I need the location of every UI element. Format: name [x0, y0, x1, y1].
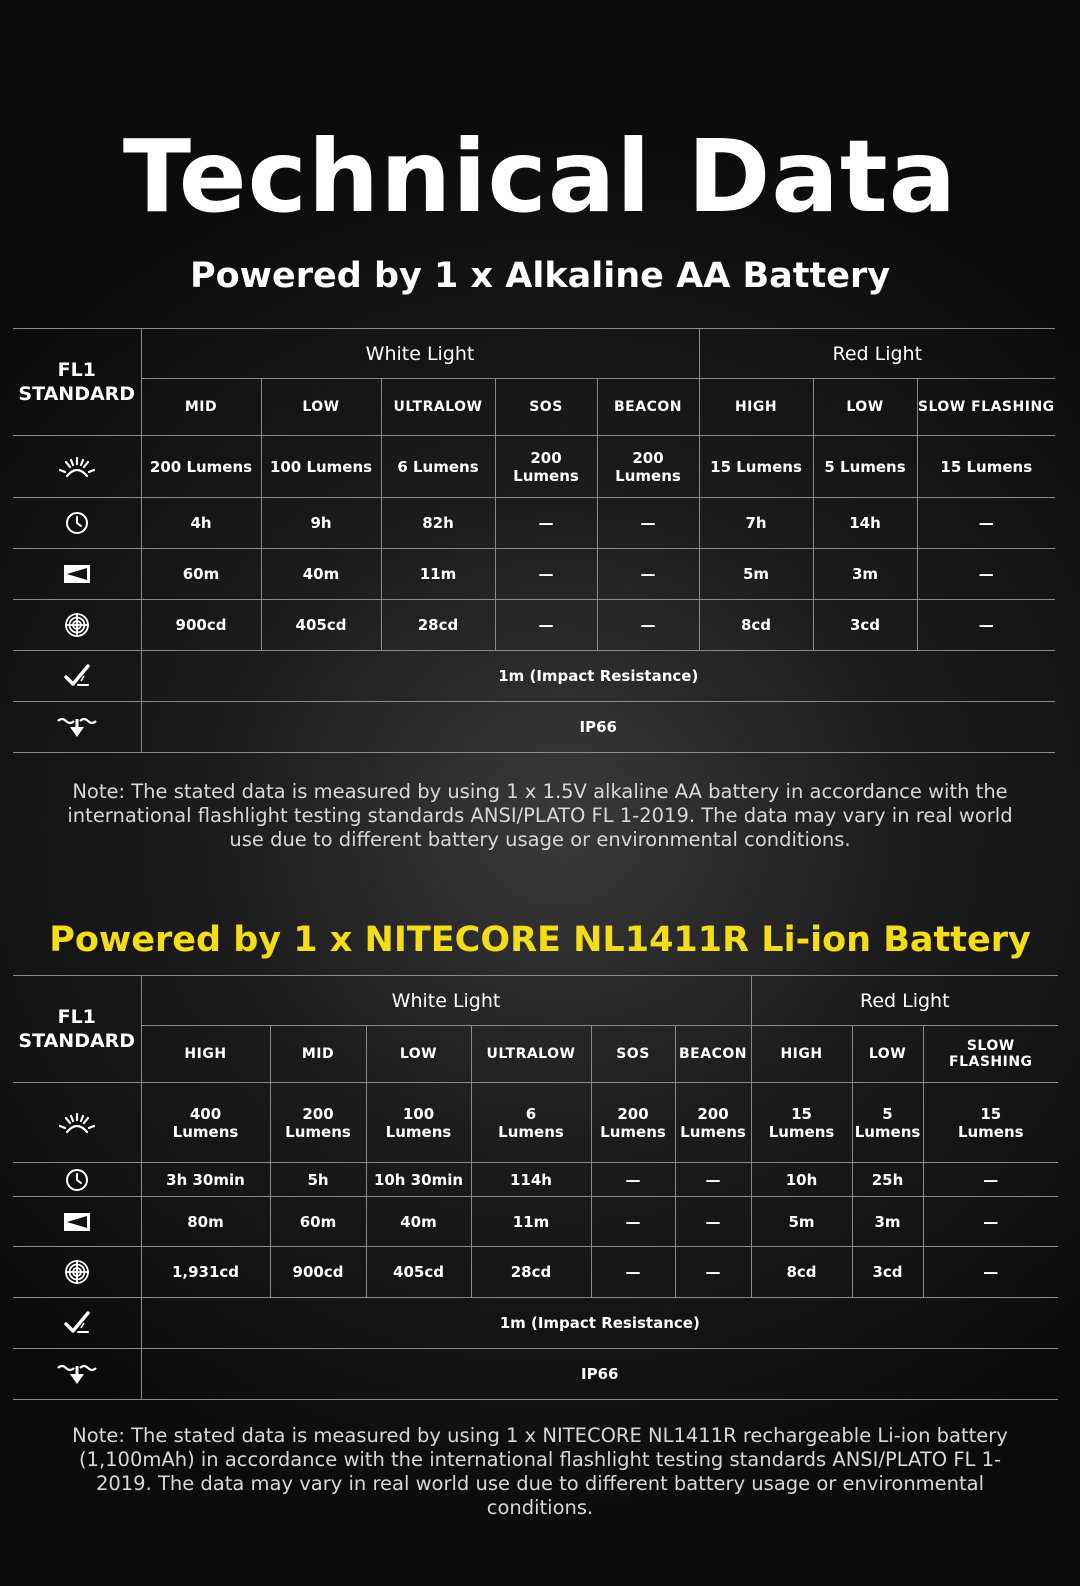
intensity-cell: 900cd	[270, 1247, 366, 1298]
runtime-cell: 3h 30min	[141, 1163, 270, 1197]
output-icon	[59, 1112, 95, 1134]
output-cell: 100 Lumens	[261, 436, 381, 498]
intensity-cell: —	[675, 1247, 751, 1298]
distance-cell: 60m	[141, 549, 261, 600]
intensity-row-icon	[13, 600, 141, 651]
mode-header: HIGH	[751, 1026, 852, 1083]
mode-header: MID	[141, 379, 261, 436]
output-cell: 200 Lumens	[495, 436, 597, 498]
output-cell: 5 Lumens	[813, 436, 917, 498]
impact-resistance-icon	[64, 1311, 90, 1335]
output-cell: 200 Lumens	[597, 436, 699, 498]
output-cell: 200 Lumens	[270, 1083, 366, 1163]
intensity-cell: —	[591, 1247, 675, 1298]
standard-label: FL1 STANDARD	[13, 329, 141, 436]
distance-cell: 80m	[141, 1197, 270, 1247]
runtime-row-icon	[13, 498, 141, 549]
beam-distance-icon	[63, 1212, 91, 1232]
output-cell: 15 Lumens	[699, 436, 813, 498]
runtime-cell: 82h	[381, 498, 495, 549]
runtime-cell: 7h	[699, 498, 813, 549]
runtime-cell: 10h	[751, 1163, 852, 1197]
runtime-cell: 9h	[261, 498, 381, 549]
distance-cell: 3m	[852, 1197, 923, 1247]
distance-cell: —	[591, 1197, 675, 1247]
beam-distance-icon	[63, 564, 91, 584]
distance-cell: 60m	[270, 1197, 366, 1247]
intensity-cell: —	[495, 600, 597, 651]
intensity-cell: 405cd	[261, 600, 381, 651]
distance-cell: —	[675, 1197, 751, 1247]
mode-header: BEACON	[597, 379, 699, 436]
mode-header: LOW	[813, 379, 917, 436]
peak-intensity-icon	[64, 1259, 90, 1285]
runtime-cell: 5h	[270, 1163, 366, 1197]
mode-header: HIGH	[699, 379, 813, 436]
output-cell: 15 Lumens	[923, 1083, 1058, 1163]
runtime-cell: 14h	[813, 498, 917, 549]
intensity-cell: —	[923, 1247, 1058, 1298]
intensity-cell: 3cd	[813, 600, 917, 651]
impact-cell: 1m (Impact Resistance)	[141, 651, 1055, 702]
spec-table-alkaline	[13, 328, 1055, 753]
mode-header: ULTRALOW	[471, 1026, 591, 1083]
distance-row-icon	[13, 1197, 141, 1247]
page-title: Technical Data	[122, 118, 958, 235]
output-icon	[59, 456, 95, 478]
section2-subtitle: Powered by 1 x NITECORE NL1411R Li-ion Battery	[49, 920, 1031, 960]
output-cell: 15 Lumens	[917, 436, 1055, 498]
runtime-cell: 4h	[141, 498, 261, 549]
output-cell: 200 Lumens	[591, 1083, 675, 1163]
intensity-cell: 900cd	[141, 600, 261, 651]
waterproof-icon	[56, 715, 98, 739]
distance-cell: —	[597, 549, 699, 600]
section1-subtitle: Powered by 1 x Alkaline AA Battery	[189, 256, 891, 296]
impact-row-icon	[13, 1298, 141, 1349]
mode-header: SOS	[495, 379, 597, 436]
distance-cell: 40m	[261, 549, 381, 600]
waterproof-row-icon	[13, 702, 141, 753]
distance-cell: —	[917, 549, 1055, 600]
runtime-cell: —	[917, 498, 1055, 549]
mode-header: SLOW FLASHING	[917, 379, 1055, 436]
ip-rating-cell: IP66	[141, 1349, 1058, 1400]
spec-table-liion	[13, 975, 1058, 1400]
intensity-cell: —	[597, 600, 699, 651]
section1-note: Note: The stated data is measured by using 1 x 1.5V alkaline AA battery in accordance with the international flashlight testing standards ANSI/PLATO FL 1-2019. The data may vary in real world use due to different battery usage or environmental conditions.	[67, 780, 1013, 851]
mode-header: LOW	[852, 1026, 923, 1083]
mode-header: LOW	[261, 379, 381, 436]
runtime-cell: —	[923, 1163, 1058, 1197]
mode-header: MID	[270, 1026, 366, 1083]
waterproof-icon	[56, 1362, 98, 1386]
intensity-cell: 28cd	[381, 600, 495, 651]
intensity-cell: —	[917, 600, 1055, 651]
output-cell: 6 Lumens	[471, 1083, 591, 1163]
distance-cell: 5m	[699, 549, 813, 600]
distance-cell: 5m	[751, 1197, 852, 1247]
peak-intensity-icon	[64, 612, 90, 638]
runtime-cell: —	[597, 498, 699, 549]
white-light-header: White Light	[141, 329, 699, 379]
distance-cell: 11m	[381, 549, 495, 600]
white-light-header: White Light	[141, 976, 751, 1026]
output-cell: 6 Lumens	[381, 436, 495, 498]
runtime-cell: 114h	[471, 1163, 591, 1197]
waterproof-row-icon	[13, 1349, 141, 1400]
mode-header: SOS	[591, 1026, 675, 1083]
runtime-cell: 10h 30min	[366, 1163, 471, 1197]
mode-header: SLOW FLASHING	[923, 1026, 1058, 1083]
intensity-cell: 405cd	[366, 1247, 471, 1298]
runtime-cell: 25h	[852, 1163, 923, 1197]
output-cell: 200 Lumens	[675, 1083, 751, 1163]
distance-cell: 11m	[471, 1197, 591, 1247]
distance-cell: —	[923, 1197, 1058, 1247]
runtime-cell: —	[675, 1163, 751, 1197]
output-cell: 15 Lumens	[751, 1083, 852, 1163]
output-row-icon	[13, 1083, 141, 1163]
distance-cell: —	[495, 549, 597, 600]
intensity-row-icon	[13, 1247, 141, 1298]
red-light-header: Red Light	[751, 976, 1058, 1026]
intensity-cell: 8cd	[699, 600, 813, 651]
distance-cell: 40m	[366, 1197, 471, 1247]
impact-resistance-icon	[64, 664, 90, 688]
mode-header: BEACON	[675, 1026, 751, 1083]
distance-row-icon	[13, 549, 141, 600]
intensity-cell: 1,931cd	[141, 1247, 270, 1298]
impact-cell: 1m (Impact Resistance)	[141, 1298, 1058, 1349]
runtime-cell: —	[495, 498, 597, 549]
intensity-cell: 28cd	[471, 1247, 591, 1298]
runtime-icon	[65, 1168, 89, 1192]
runtime-cell: —	[591, 1163, 675, 1197]
red-light-header: Red Light	[699, 329, 1055, 379]
output-cell: 100 Lumens	[366, 1083, 471, 1163]
output-row-icon	[13, 436, 141, 498]
runtime-row-icon	[13, 1163, 141, 1197]
runtime-icon	[65, 511, 89, 535]
impact-row-icon	[13, 651, 141, 702]
mode-header: HIGH	[141, 1026, 270, 1083]
mode-header: ULTRALOW	[381, 379, 495, 436]
standard-label: FL1 STANDARD	[13, 976, 141, 1083]
intensity-cell: 8cd	[751, 1247, 852, 1298]
output-cell: 200 Lumens	[141, 436, 261, 498]
ip-rating-cell: IP66	[141, 702, 1055, 753]
output-cell: 400 Lumens	[141, 1083, 270, 1163]
output-cell: 5 Lumens	[852, 1083, 923, 1163]
mode-header: LOW	[366, 1026, 471, 1083]
section2-note: Note: The stated data is measured by using 1 x NITECORE NL1411R rechargeable Li-ion battery (1,100mAh) in accordance with the international flashlight testing standards ANSI/PLATO FL 1-2019. The data may vary in real world use due to different battery usage or environmental conditions.	[72, 1424, 1008, 1519]
intensity-cell: 3cd	[852, 1247, 923, 1298]
distance-cell: 3m	[813, 549, 917, 600]
